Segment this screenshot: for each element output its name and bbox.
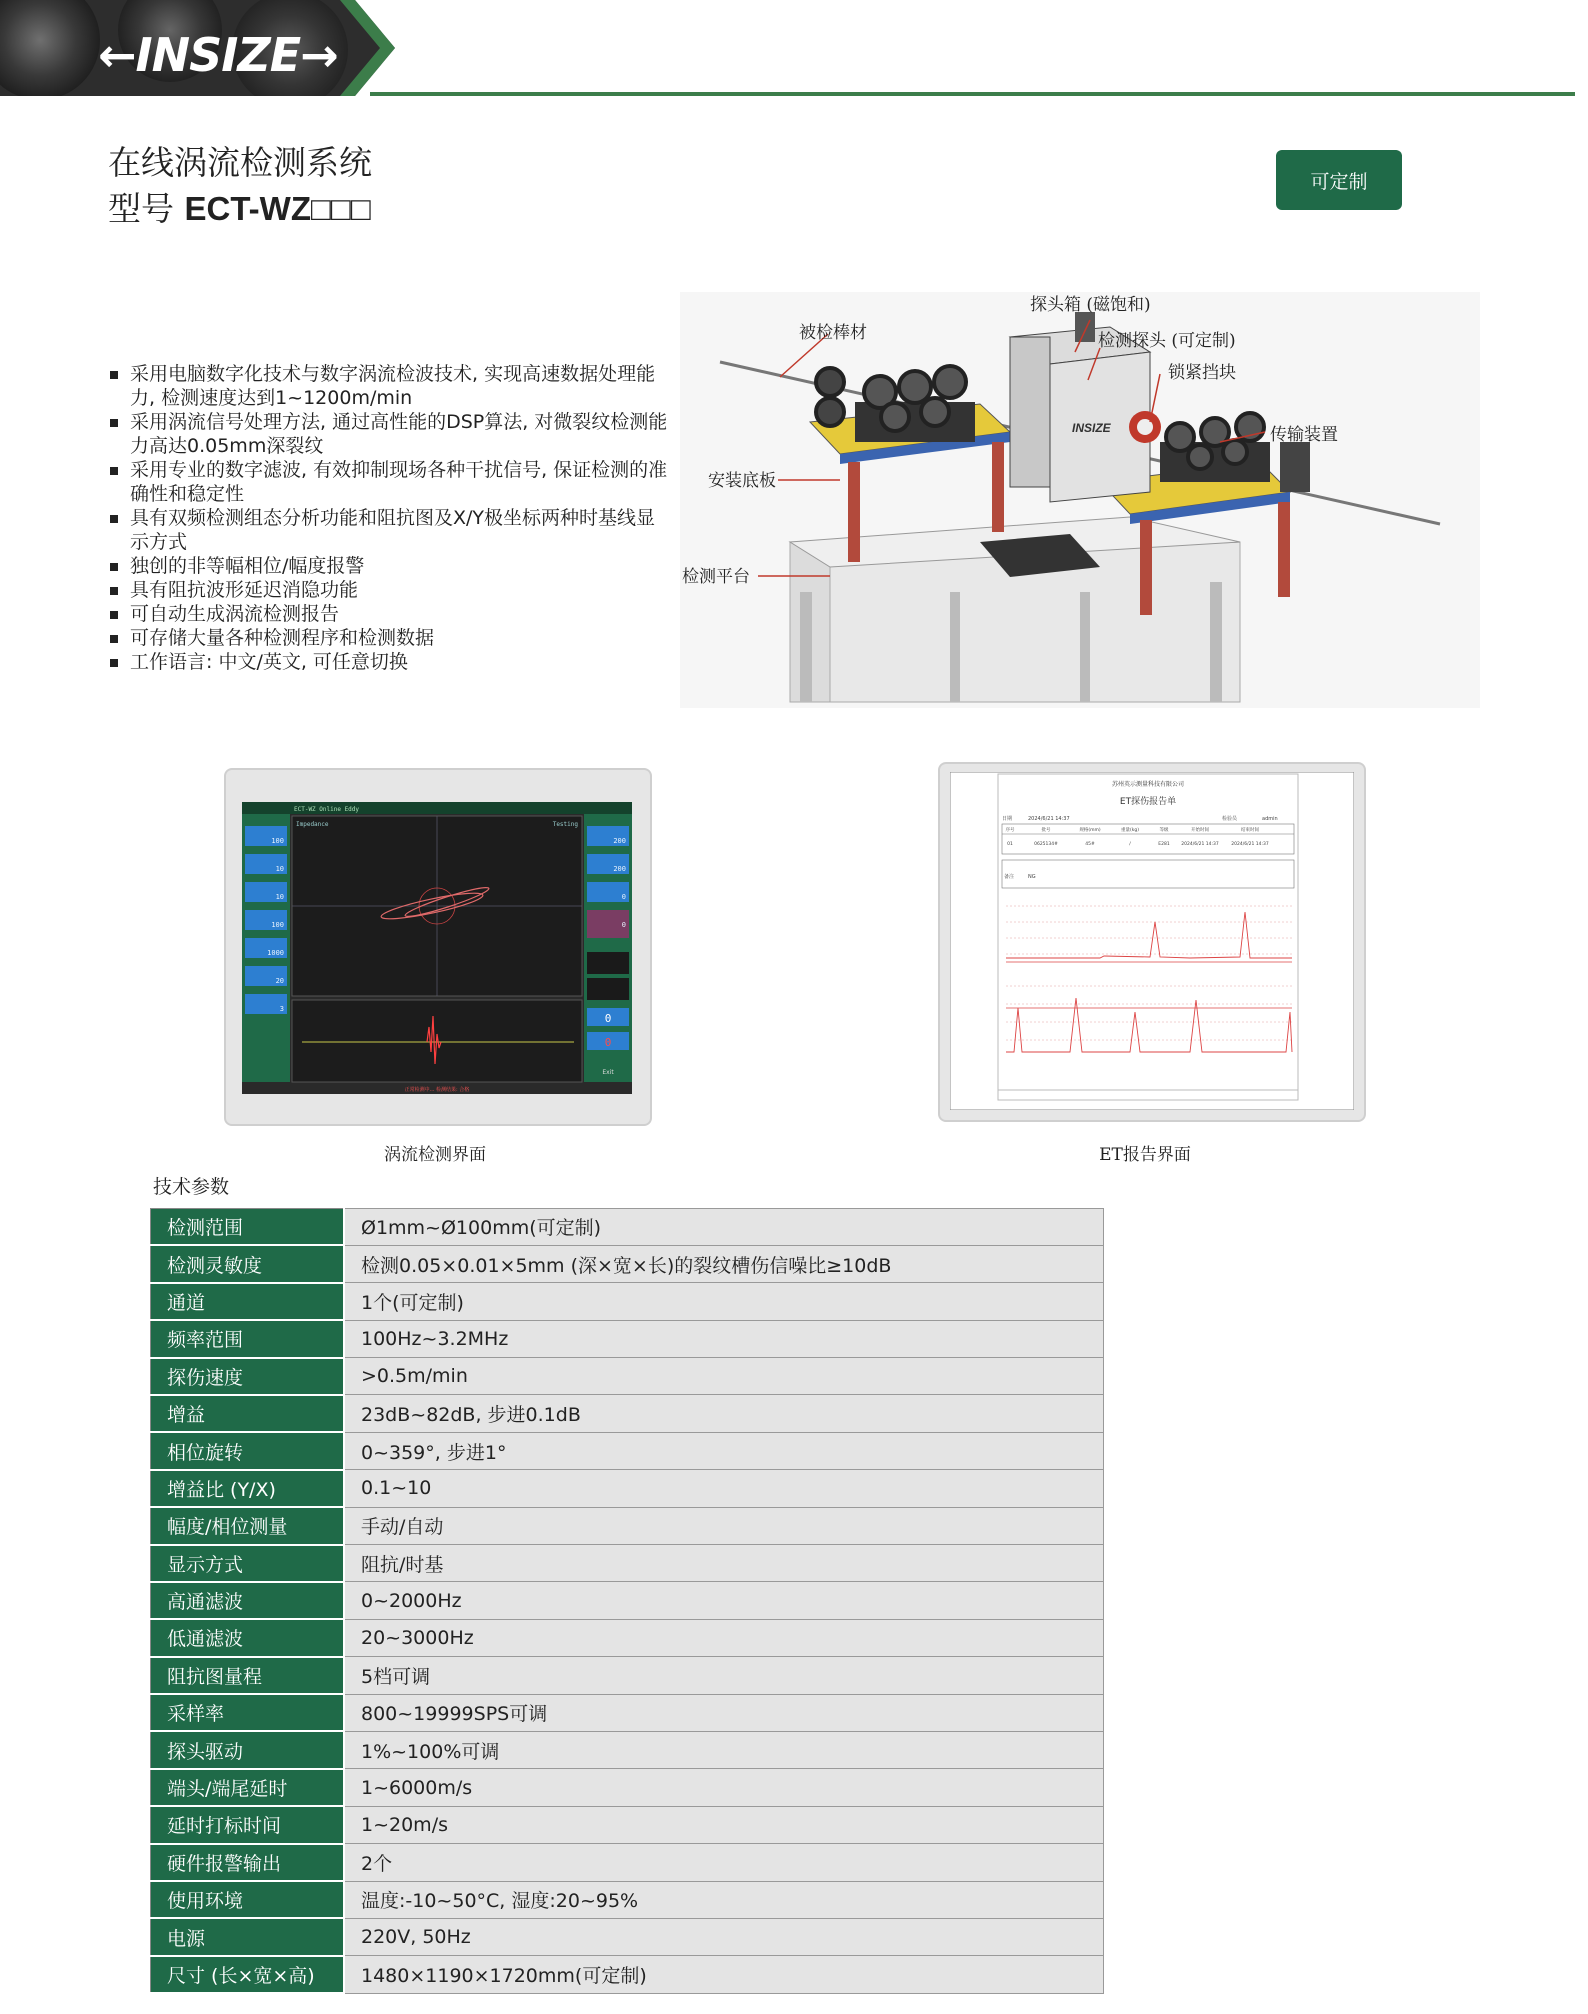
spec-key: 端头/端尾延时 (151, 1769, 345, 1806)
spec-value: 0~359°, 步进1° (344, 1432, 1104, 1469)
svg-text:日期: 日期 (1002, 816, 1013, 822)
eddy-header-text: ECT-WZ Online Eddy (294, 806, 360, 813)
svg-text:批号: 批号 (1041, 828, 1051, 833)
spec-key: 高通滤波 (151, 1582, 345, 1619)
spec-row (151, 1432, 1104, 1469)
spec-key: 频率范围 (151, 1320, 345, 1357)
callout-test-bar: 被检棒材 (799, 323, 867, 343)
spec-row (151, 1545, 1104, 1582)
report-title: ET探伤报告单 (1119, 797, 1177, 807)
spec-row (151, 1320, 1104, 1357)
device-logo: INSIZE (1072, 421, 1111, 435)
callout-base-plate: 安装底板 (708, 471, 776, 491)
eddy-screen-frame (224, 768, 652, 1126)
spec-row (151, 1918, 1104, 1955)
spec-value: 220V, 50Hz (344, 1918, 1104, 1955)
spec-value: 检测0.05×0.01×5mm (深×宽×长)的裂纹槽伤信噪比≥10dB (344, 1245, 1104, 1282)
report-screen-frame (938, 762, 1366, 1122)
svg-text:100: 100 (271, 921, 284, 929)
model-number: ECT-WZ□□□ (184, 190, 371, 227)
svg-text:NG: NG (1028, 874, 1036, 880)
svg-text:备注: 备注 (1004, 874, 1015, 880)
svg-text:等级: 等级 (1159, 828, 1169, 833)
spec-row (151, 1395, 1104, 1432)
spec-value: 800~19999SPS可调 (344, 1694, 1104, 1731)
svg-text:2024/6/21 14:37: 2024/6/21 14:37 (1231, 842, 1269, 847)
svg-text:0: 0 (621, 893, 626, 901)
svg-text:3: 3 (279, 1005, 284, 1013)
feature-list (108, 362, 668, 674)
machine-diagram (680, 292, 1480, 708)
spec-row (151, 1358, 1104, 1395)
spec-value: 阻抗/时基 (344, 1545, 1104, 1582)
feature-item: 可自动生成涡流检测报告 (108, 602, 668, 626)
feature-item: 采用专业的数字滤波, 有效抑制现场各种干扰信号, 保证检测的准确性和稳定性 (108, 458, 668, 506)
spec-key: 显示方式 (151, 1545, 345, 1582)
spec-key: 电源 (151, 1918, 345, 1955)
feature-item: 采用涡流信号处理方法, 通过高性能的DSP算法, 对微裂纹检测能力高达0.05mm深裂纹 (108, 410, 668, 458)
spec-row (151, 1769, 1104, 1806)
spec-row (151, 1731, 1104, 1768)
feature-item: 具有双频检测组态分析功能和阻抗图及X/Y极坐标两种时基线显示方式 (108, 506, 668, 554)
svg-text:1000: 1000 (267, 949, 284, 957)
spec-value: Ø1mm~Ø100mm(可定制) (344, 1209, 1104, 1246)
callout-probe-box: 探头箱 (磁饱和) (1030, 295, 1151, 315)
spec-row (151, 1956, 1104, 1993)
eddy-status-note: 正常检测中... 检测结果: 合格 (404, 1087, 470, 1093)
callout-probe: 检测探头 (可定制) (1098, 331, 1236, 351)
brand-logo: ←INSIZE→ (98, 28, 338, 82)
callout-transfer: 传输装置 (1270, 425, 1338, 445)
spec-value: 1~6000m/s (344, 1769, 1104, 1806)
spec-key: 使用环境 (151, 1881, 345, 1918)
spec-table (150, 1208, 1104, 1994)
callout-platform: 检测平台 (682, 567, 750, 587)
svg-text:200: 200 (613, 865, 626, 873)
header-rule (370, 92, 1575, 96)
spec-key: 硬件报警输出 (151, 1844, 345, 1881)
specs-title: 技术参数 (153, 1176, 230, 1198)
svg-text:序号: 序号 (1005, 828, 1015, 833)
feature-item: 具有阻抗波形延迟消隐功能 (108, 578, 668, 602)
record-box[interactable] (587, 978, 629, 1000)
spec-value: 0~2000Hz (344, 1582, 1104, 1619)
spec-value: 100Hz~3.2MHz (344, 1320, 1104, 1357)
spec-row (151, 1582, 1104, 1619)
spec-key: 检测灵敏度 (151, 1245, 345, 1282)
svg-text:Testing: Testing (552, 821, 578, 828)
product-title-block (108, 140, 372, 232)
spec-key: 阻抗图量程 (151, 1657, 345, 1694)
eddy-screen-caption: 涡流检测界面 (384, 1145, 486, 1165)
counter-a: 0 (604, 1012, 612, 1025)
spec-row (151, 1881, 1104, 1918)
spec-value: 5档可调 (344, 1657, 1104, 1694)
feature-item: 工作语言: 中文/英文, 可任意切换 (108, 650, 668, 674)
svg-text:2024/6/21 14:37: 2024/6/21 14:37 (1181, 842, 1219, 847)
product-title: 在线涡流检测系统 (108, 143, 372, 182)
spec-row (151, 1209, 1104, 1246)
svg-text:admin: admin (1262, 816, 1278, 822)
svg-text:45#: 45# (1085, 842, 1095, 847)
spec-value: 手动/自动 (344, 1507, 1104, 1544)
customizable-badge: 可定制 (1276, 150, 1402, 210)
svg-text:0: 0 (621, 921, 626, 929)
svg-text:100: 100 (271, 837, 284, 845)
spec-row (151, 1619, 1104, 1656)
spec-value: 0.1~10 (344, 1470, 1104, 1507)
spec-value: 23dB~82dB, 步进0.1dB (344, 1395, 1104, 1432)
feature-item: 独创的非等幅相位/幅度报警 (108, 554, 668, 578)
svg-text:Impedance: Impedance (296, 821, 329, 828)
exit-button[interactable]: Exit (602, 1069, 614, 1076)
spec-value: 1~20m/s (344, 1806, 1104, 1843)
svg-text:01: 01 (1007, 842, 1013, 847)
svg-text:0625134#: 0625134# (1034, 842, 1058, 847)
spec-key: 延时打标时间 (151, 1806, 345, 1843)
svg-text:10: 10 (275, 865, 284, 873)
spec-row (151, 1470, 1104, 1507)
svg-text:结束时间: 结束时间 (1241, 828, 1259, 833)
spec-row (151, 1806, 1104, 1843)
spec-value: 1480×1190×1720mm(可定制) (344, 1956, 1104, 1993)
callout-lock-block: 锁紧挡块 (1168, 363, 1236, 383)
spec-key: 相位旋转 (151, 1432, 345, 1469)
spec-value: 1%~100%可调 (344, 1731, 1104, 1768)
spec-value: 1个(可定制) (344, 1283, 1104, 1320)
spec-key: 探头驱动 (151, 1731, 345, 1768)
svg-text:重量(kg): 重量(kg) (1121, 828, 1139, 833)
spec-key: 采样率 (151, 1694, 345, 1731)
eddy-screen (242, 802, 632, 1094)
counter-b: 0 (604, 1036, 612, 1049)
svg-text:E281: E281 (1158, 842, 1170, 847)
spec-key: 检测范围 (151, 1209, 345, 1246)
spec-value: >0.5m/min (344, 1358, 1104, 1395)
svg-text:检验员: 检验员 (1222, 816, 1238, 822)
svg-text:20: 20 (275, 977, 284, 985)
function-setting-box[interactable] (587, 952, 629, 974)
spec-row (151, 1694, 1104, 1731)
spec-key: 增益 (151, 1395, 345, 1432)
spec-row (151, 1283, 1104, 1320)
spec-row (151, 1245, 1104, 1282)
svg-text:开始时间: 开始时间 (1191, 828, 1209, 833)
svg-text:10: 10 (275, 893, 284, 901)
feature-item: 采用电脑数字化技术与数字涡流检波技术, 实现高速数据处理能力, 检测速度达到1~1200m/min (108, 362, 668, 410)
spec-row (151, 1844, 1104, 1881)
svg-text:规格(mm): 规格(mm) (1079, 828, 1101, 833)
spec-key: 探伤速度 (151, 1358, 345, 1395)
spec-key: 尺寸 (长×宽×高) (151, 1956, 345, 1993)
spec-key: 幅度/相位测量 (151, 1507, 345, 1544)
spec-key: 通道 (151, 1283, 345, 1320)
svg-text:200: 200 (613, 837, 626, 845)
report-company: 苏州英示测量科技有限公司 (1111, 781, 1185, 788)
spec-key: 低通滤波 (151, 1619, 345, 1656)
spec-row (151, 1507, 1104, 1544)
report-screen (950, 772, 1354, 1110)
spec-value: 20~3000Hz (344, 1619, 1104, 1656)
report-screen-caption: ET报告界面 (1099, 1145, 1191, 1165)
spec-value: 温度:-10~50°C, 湿度:20~95% (344, 1881, 1104, 1918)
product-model: 型号 ECT-WZ□□□ (108, 189, 371, 228)
feature-item: 可存储大量各种检测程序和检测数据 (108, 626, 668, 650)
spec-value: 2个 (344, 1844, 1104, 1881)
svg-text:/: / (1129, 842, 1131, 847)
spec-key: 增益比 (Y/X) (151, 1470, 345, 1507)
svg-text:2024/6/21 14:37: 2024/6/21 14:37 (1028, 816, 1070, 822)
spec-row (151, 1657, 1104, 1694)
